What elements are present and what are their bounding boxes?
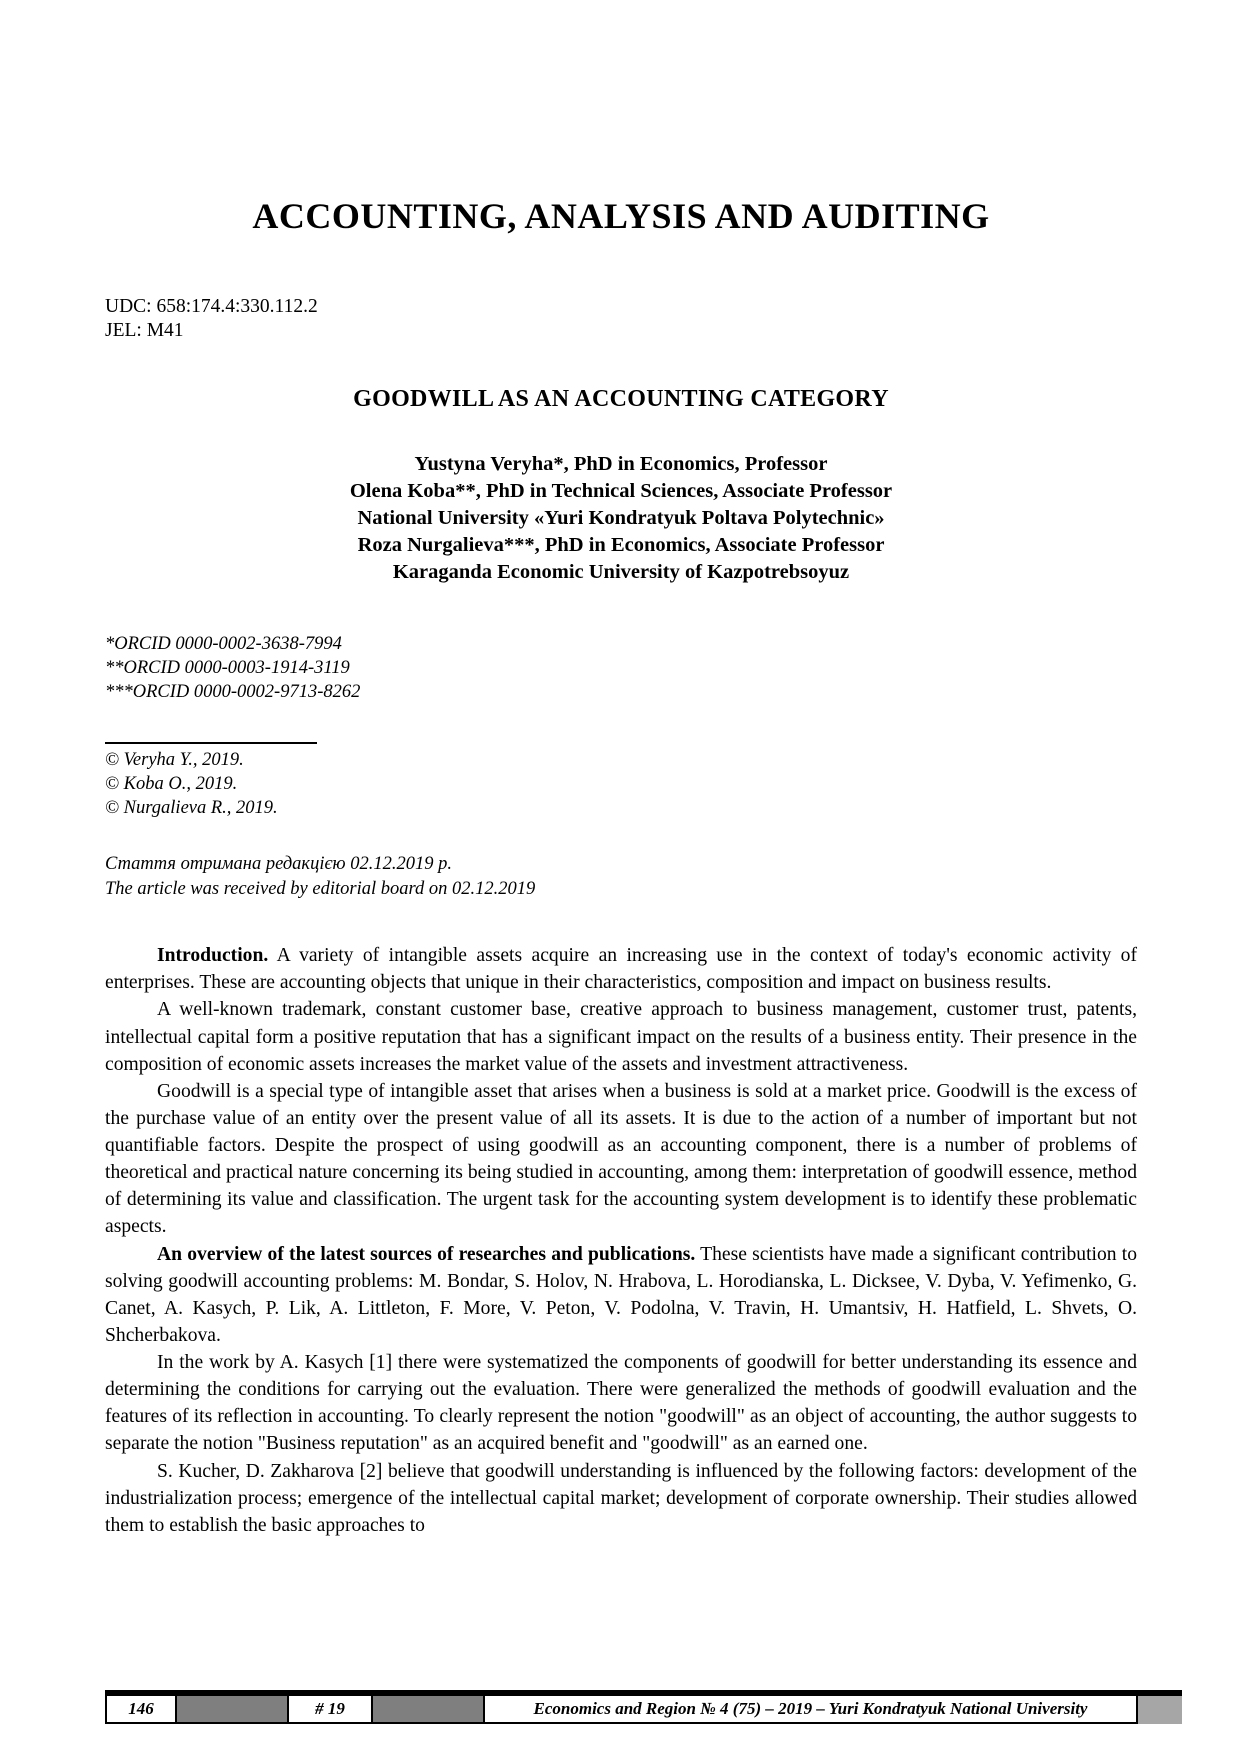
footer-spacer — [177, 1696, 289, 1724]
paragraph — [105, 942, 1137, 996]
paragraph — [105, 1349, 1137, 1458]
copyright-block — [105, 748, 1137, 820]
authors-block — [105, 451, 1137, 586]
author-line: Yustyna Veryha*, PhD in Economics, Professor — [414, 452, 828, 475]
orcid-block — [105, 632, 1137, 704]
received-line-en: The article was received by editorial board on 02.12.2019 — [105, 879, 536, 900]
paragraph-text: A well-known trademark, constant customer base, creative approach to business management, customer trust, patents, intellectual capital form a positive reputation that has a significant impact on the results of a business entity. Their presence in the composition of economic assets increases the market value of the assets and investment attractiveness. — [105, 999, 1137, 1075]
paragraph — [105, 996, 1137, 1077]
paragraph-text: A variety of intangible assets acquire an increasing use in the context of today's economic activity of enterprises. These are accounting objects that unique in their characteristics, composition and impact on business results. — [105, 945, 1137, 994]
paragraph — [105, 1078, 1137, 1241]
issue-number: # 19 — [289, 1696, 373, 1724]
orcid-line: *ORCID 0000-0002-3638-7994 — [105, 633, 342, 654]
classification-codes — [105, 295, 1137, 344]
author-affiliation: National University «Yuri Kondratyuk Poltava Polytechnic» — [357, 506, 885, 529]
jel-code: JEL: M41 — [105, 320, 184, 342]
author-line: Olena Koba**, PhD in Technical Sciences, Associate Professor — [349, 479, 893, 502]
paragraph — [105, 1241, 1137, 1350]
footer-end-block — [1138, 1696, 1182, 1724]
page-footer — [105, 1690, 1182, 1724]
section-title: ACCOUNTING, ANALYSIS AND AUDITING — [252, 196, 990, 236]
orcid-line: ***ORCID 0000-0002-9713-8262 — [105, 682, 361, 703]
paragraph-text: S. Kucher, D. Zakharova [2] believe that goodwill understanding is influenced by the following factors: development of the industrialization process; emergence of the intellectual capital market; development of corporate ownership. Their studies allowed them to establish the basic approaches to — [105, 1460, 1137, 1536]
paragraph-lead: An overview of the latest sources of researches and publications. — [157, 1243, 696, 1265]
orcid-line: **ORCID 0000-0003-1914-3119 — [105, 658, 350, 679]
copyright-line: © Veryha Y., 2019. — [105, 750, 244, 771]
paragraph-text: In the work by A. Kasych [1] there were systematized the components of goodwill for better understanding its essence and determining the conditions for carrying out the evaluation. There were generalized the methods of goodwill evaluation and the features of its reflection in accounting. To clearly represent the notion "goodwill" as an object of accounting, the author suggests to separate the notion "Business reputation" as an acquired benefit and "goodwill" as an earned one. — [105, 1352, 1137, 1455]
footer-spacer — [373, 1696, 485, 1724]
received-block — [105, 852, 1137, 902]
journal-title: Economics and Region № 4 (75) – 2019 – Yuri Kondratyuk National University — [485, 1696, 1138, 1724]
paragraph-text: These scientists have made a significant contribution to solving goodwill accounting problems: M. Bondar, S. Holov, N. Hrabova, L. Horodianska, L. Dicksee, V. Dyba, V. Yefimenko, G. Canet, A. Kasych, P. Lik, A. Littleton, F. More, V. Peton, V. Podolna, V. Travin, H. Umantsiv, H. Hatfield, L. Shvets, O. Shcherbakova. — [105, 1243, 1137, 1346]
paragraph-text: Goodwill is a special type of intangible asset that arises when a business is sold at a market price. Goodwill is the excess of the purchase value of an entity over the present value of all its assets. It is due to the action of a number of important but not quantifiable factors. Despite the prospect of using goodwill as an accounting component, there is a number of problems of theoretical and practical nature concerning its being studied in accounting, among them: interpretation of goodwill essence, method of determining its value and classification. The urgent task for the accounting system development is to identify these problematic aspects. — [105, 1080, 1137, 1238]
copyright-line: © Koba O., 2019. — [105, 774, 238, 795]
copyright-line: © Nurgalieva R., 2019. — [105, 798, 278, 819]
page-number: 146 — [105, 1696, 177, 1724]
received-line-uk: Стаття отримана редакцією 02.12.2019 р. — [105, 854, 452, 875]
article-body — [105, 942, 1137, 1539]
article-title: GOODWILL AS AN ACCOUNTING CATEGORY — [353, 385, 889, 412]
author-line: Roza Nurgalieva***, PhD in Economics, Associate Professor — [357, 533, 885, 556]
author-affiliation: Karaganda Economic University of Kazpotrebsoyuz — [392, 560, 850, 583]
paragraph — [105, 1458, 1137, 1539]
footnote-divider — [105, 742, 317, 744]
paragraph-lead: Introduction. — [157, 945, 269, 967]
udc-code: UDC: 658:174.4:330.112.2 — [105, 296, 318, 317]
